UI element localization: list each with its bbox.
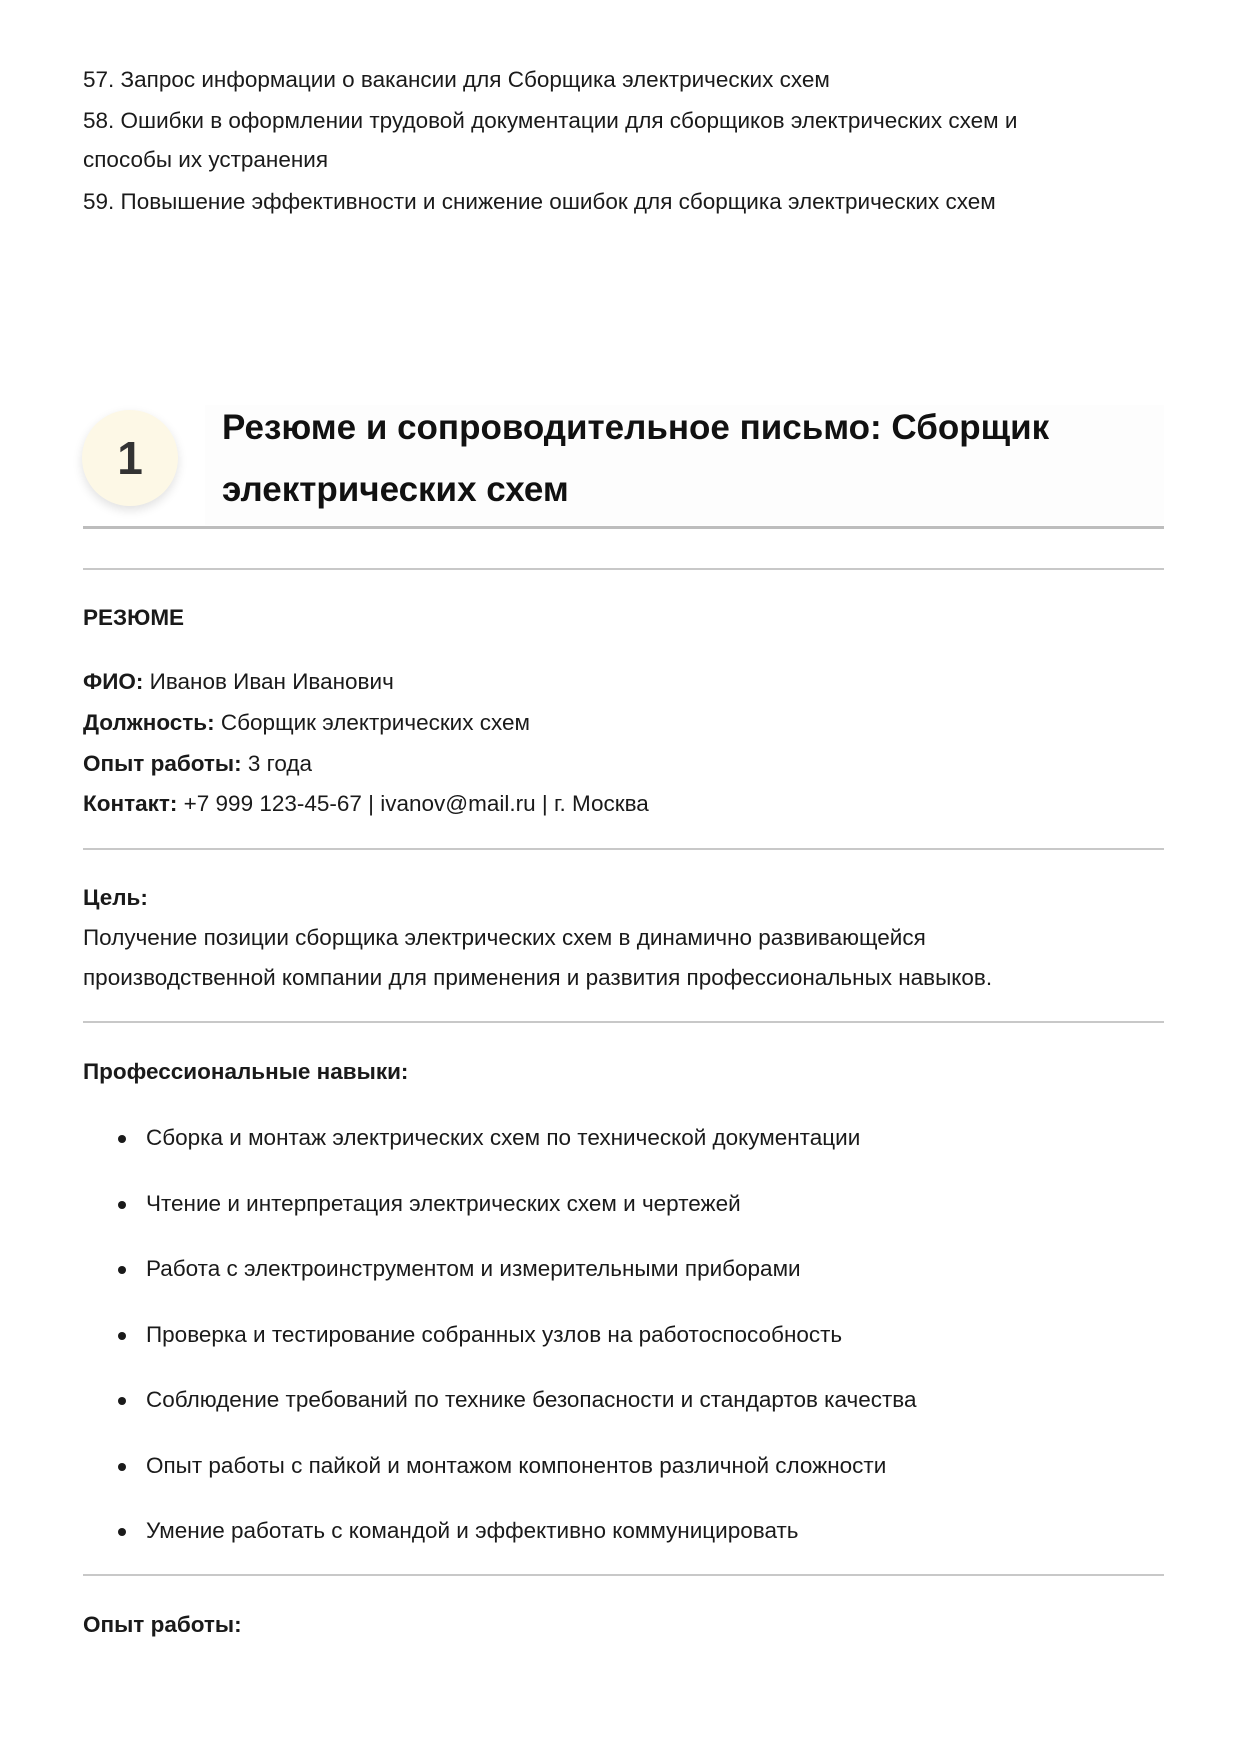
skills-label: Профессиональные навыки:: [83, 1059, 409, 1084]
toc-item-57[interactable]: 57. Запрос информации о вакансии для Сборщика электрических схем: [83, 67, 830, 92]
skill-item: Сборка и монтаж электрических схем по технической документации: [146, 1125, 861, 1150]
bullet-icon: [118, 1135, 126, 1143]
field-value: +7 999 123-45-67 | ivanov@mail.ru | г. Москва: [183, 791, 649, 816]
section-title-cont: электрических схем: [222, 470, 569, 509]
divider: [83, 848, 1164, 850]
goal-label: Цель:: [83, 885, 148, 910]
field-value: Иванов Иван Иванович: [149, 669, 394, 694]
skill-item: Проверка и тестирование собранных узлов на работоспособность: [146, 1321, 843, 1347]
toc-item-58[interactable]: 58. Ошибки в оформлении трудовой документации для сборщиков электрических схем и: [83, 108, 1018, 133]
field-value: Сборщик электрических схем: [220, 710, 530, 735]
bullet-icon: [118, 1397, 126, 1405]
section-number-badge: [82, 410, 178, 506]
divider: [83, 526, 1164, 529]
field-value: 3 года: [247, 751, 313, 776]
field-contact: [83, 789, 649, 819]
toc-item-58-cont[interactable]: способы их устранения: [83, 147, 329, 172]
section-title: Резюме и сопроводительное письмо: Сборщик: [222, 408, 1050, 447]
bullet-icon: [118, 1332, 126, 1340]
skill-item: Соблюдение требований по технике безопасности и стандартов качества: [146, 1387, 917, 1412]
divider: [83, 1574, 1164, 1576]
field-label: ФИО:: [83, 669, 144, 694]
field-name: [83, 667, 394, 697]
experience-label: Опыт работы:: [83, 1612, 242, 1637]
section-number: 1: [117, 432, 143, 484]
field-label: Опыт работы:: [83, 751, 242, 776]
field-position: [83, 708, 530, 738]
field-experience: [83, 749, 312, 779]
bullet-icon: [118, 1201, 126, 1209]
skill-item: Опыт работы с пайкой и монтажом компонентов различной сложности: [146, 1452, 887, 1478]
bullet-icon: [118, 1266, 126, 1274]
skill-item: Работа с электроинструментом и измерительными приборами: [146, 1256, 801, 1281]
divider: [83, 568, 1164, 570]
divider: [83, 1021, 1164, 1023]
goal-text: Получение позиции сборщика электрических схем в динамично развивающейся: [83, 925, 926, 950]
field-label: Должность:: [83, 710, 215, 735]
toc-item-59[interactable]: 59. Повышение эффективности и снижение ошибок для сборщика электрических схем: [83, 189, 996, 214]
bullet-icon: [118, 1528, 126, 1536]
goal-text-cont: производственной компании для применения и развития профессиональных навыков.: [83, 965, 993, 990]
skill-item: Умение работать с командой и эффективно коммуницировать: [146, 1518, 799, 1543]
skill-item: Чтение и интерпретация электрических схем и чертежей: [146, 1190, 741, 1216]
bullet-icon: [118, 1463, 126, 1471]
field-label: Контакт:: [83, 791, 178, 816]
resume-heading: РЕЗЮМЕ: [83, 605, 185, 630]
